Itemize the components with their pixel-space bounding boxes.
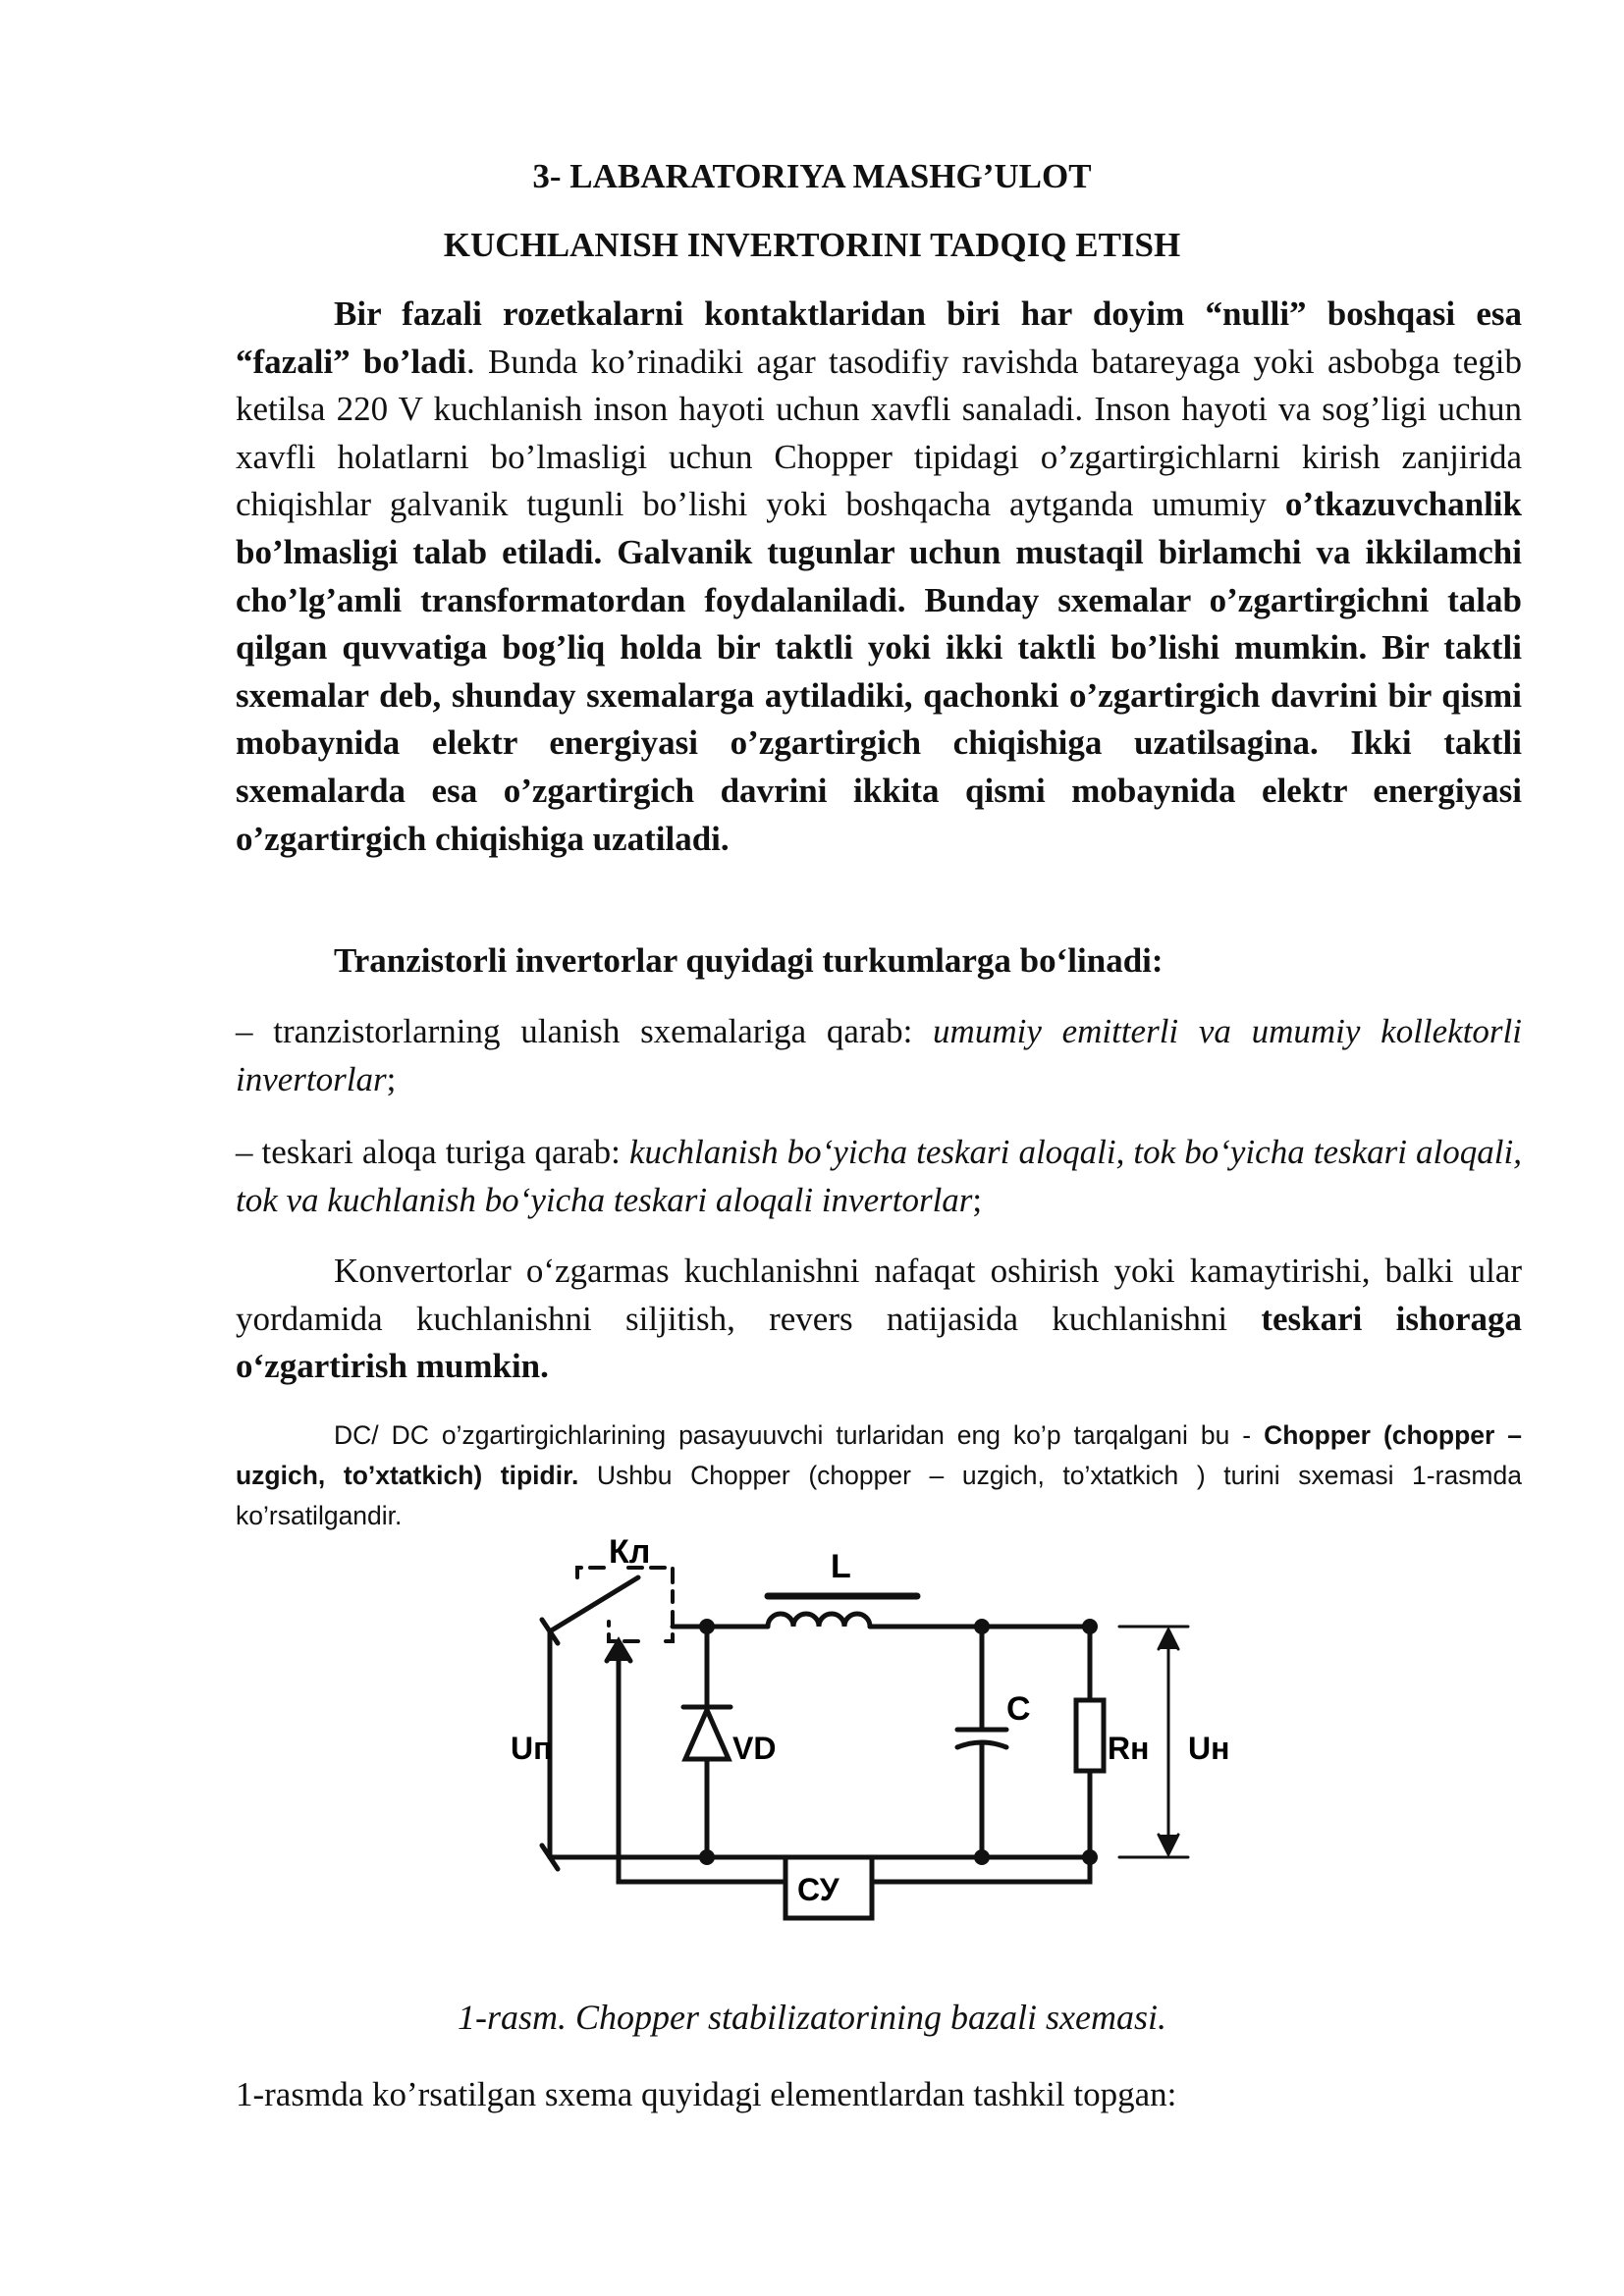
- classification-item-2: [236, 1129, 1522, 1224]
- converters-paragraph: [236, 1248, 1522, 1391]
- switch-control-arrow: [607, 1641, 630, 1661]
- intro-paragraph: [236, 291, 1522, 863]
- lab-title: 3- LABARATORIYA MASHG’ULOT: [532, 157, 1092, 195]
- junction-dot: [1082, 1619, 1098, 1634]
- item2-plain: – teskari aloqa turiga qarab:: [236, 1133, 629, 1171]
- figure-caption: 1-rasm. Chopper stabilizatorining bazali sxemasi.: [457, 1998, 1167, 2037]
- junction-dot: [1082, 1849, 1098, 1865]
- intro-bold-2: o’tkazuvchanlik bo’lmasligi talab etiladi. Galvanik tugunlar uchun mustaqil birlamchi va ikkilamchi cho’lg’amli transformatordan foydalaniladi. Bunday sxemalar o’zgartirgichni talab qilgan quvvatiga bog’liq holda bir taktli yoki ikki taktli bo’lishi mumkin. Bir taktli sxemalar deb, shunday sxemalarga aytiladiki, qachonki o’zgartirgich davrini bir qismi mobaynida elektr energiyasi o’zgartirgich chiqishiga uzatilsagina. Ikki taktli sxemalarda esa o’zgartirgich davrini ikkita qismi mobaynida elektr energiyasi o’zgartirgich chiqishiga uzatiladi.: [236, 485, 1522, 858]
- output-voltage-label: Uн: [1188, 1731, 1230, 1766]
- item2-end: ;: [972, 1180, 983, 1219]
- item2-italic: kuchlanish bo‘yicha teskari aloqali, tok bo‘yicha teskari aloqali, tok va kuchlanish bo‘yicha teskari aloqali invertorlar: [236, 1133, 1522, 1219]
- diode-label: VD: [732, 1731, 777, 1766]
- chopper-plain-2: Ushbu Chopper (chopper – uzgich, to’xtatkich ) turini sxemasi 1-rasmda ko’rsatilgandir.: [236, 1461, 1522, 1530]
- load-resistor: [1076, 1700, 1104, 1771]
- inductor-label: L: [831, 1548, 851, 1585]
- junction-dot: [699, 1849, 715, 1865]
- inductor-coil: [768, 1614, 870, 1627]
- closing-line: 1-rasmda ko’rsatilgan sxema quyidagi elementlardan tashkil topgan:: [236, 2075, 1177, 2113]
- junction-dot: [699, 1619, 715, 1634]
- junction-dot: [974, 1619, 990, 1634]
- item1-end: ;: [386, 1059, 397, 1098]
- resistor-label: Rн: [1108, 1731, 1150, 1766]
- chopper-circuit-diagram: [511, 1533, 1355, 1985]
- output-arrow-bottom: [1159, 1835, 1178, 1854]
- item1-italic: umumiy emitterli va umumiy kollektorli invertorlar: [236, 1012, 1523, 1098]
- classification-heading: Tranzistorli invertorlar quyidagi turkumlarga bo‘linadi:: [334, 941, 1164, 980]
- converters-bold: teskari ishoraga o‘zgartirish mumkin.: [236, 1299, 1522, 1386]
- capacitor-label: C: [1006, 1690, 1031, 1728]
- junction-dot: [974, 1849, 990, 1865]
- item1-plain: – tranzistorlarning ulanish sxemalariga qarab:: [236, 1012, 934, 1050]
- switch-label: Кл: [609, 1533, 651, 1571]
- classification-item-1: [236, 1008, 1522, 1103]
- intro-bold-1: Bir fazali rozetkalarni kontaktlaridan biri har doyim “nulli” boshqasi esa “fazali” bo’ladi: [236, 294, 1522, 381]
- output-arrow-top: [1159, 1629, 1178, 1649]
- chopper-bold: Chopper (chopper – uzgich, to’xtatkich) tipidir.: [236, 1420, 1523, 1490]
- lab-subtitle: KUCHLANISH INVERTORINI TADQIQ ETISH: [443, 226, 1181, 264]
- input-voltage-label: Uп: [511, 1731, 553, 1766]
- converters-plain: Konvertorlar o‘zgarmas kuchlanishni nafaqat oshirish yoki kamaytirishi, balki ular yordamida kuchlanishni siljitish, revers natijasida kuchlanishni: [236, 1252, 1522, 1338]
- switch-blade: [550, 1577, 638, 1631]
- chopper-paragraph: [236, 1415, 1522, 1536]
- intro-plain: . Bunda ko’rinadiki agar tasodifiy ravishda batareyaga yoki asbobga tegib ketilsa 220 V kuchlanish inson hayoti uchun xavfli sanaladi. Inson hayoti va sog’ligi uchun xavfli holatlarni bo’lmasligi uchun Chopper tipidagi o’zgartirgichlarni kirish zanjirida chiqishlar galvanik tugunli bo’lishi yoki boshqacha aytganda umumiy: [236, 342, 1522, 524]
- diode-triangle: [685, 1710, 729, 1759]
- control-unit-label: СУ: [797, 1872, 839, 1907]
- chopper-plain-1: DC/ DC o’zgartirgichlarining pasayuuvchi turlaridan eng ko’p tarqalgani bu -: [334, 1420, 1265, 1450]
